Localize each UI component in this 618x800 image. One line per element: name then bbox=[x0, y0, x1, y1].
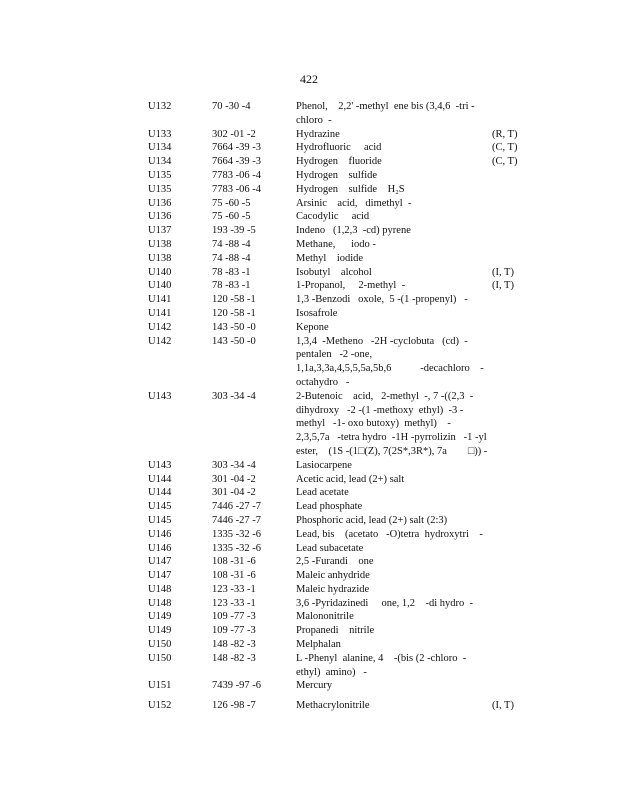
chemical-name-line: 2,3,5,7a -tetra hydro -1H -pyrrolizin -1 -yl bbox=[296, 432, 487, 444]
waste-entry-row bbox=[0, 321, 618, 335]
waste-code: U147 bbox=[148, 570, 172, 582]
chemical-name bbox=[296, 252, 484, 266]
waste-code: U148 bbox=[148, 583, 172, 595]
waste-code: U150 bbox=[148, 639, 172, 651]
waste-code: U151 bbox=[148, 680, 172, 692]
cas-number: 1335 -32 -6 bbox=[212, 542, 261, 554]
waste-entry-row bbox=[0, 335, 618, 390]
waste-entry-row bbox=[0, 610, 618, 624]
waste-entry-row bbox=[0, 169, 618, 183]
cas-number: 301 -04 -2 bbox=[212, 473, 256, 485]
cas-number: 302 -01 -2 bbox=[212, 128, 256, 140]
chemical-name bbox=[296, 390, 488, 459]
chemical-name-line: ethyl) amino) - bbox=[296, 666, 367, 678]
waste-entry-row bbox=[0, 224, 618, 238]
chemical-name-line: chloro - bbox=[296, 114, 332, 126]
waste-code: U149 bbox=[148, 611, 172, 623]
chemical-name bbox=[296, 100, 484, 128]
chemical-name-line: Isobutyl alcohol bbox=[296, 266, 372, 278]
cas-number: 120 -58 -1 bbox=[212, 307, 256, 319]
waste-entry-row bbox=[0, 679, 618, 693]
cas-number: 70 -30 -4 bbox=[212, 101, 251, 112]
waste-entry-row bbox=[0, 459, 618, 473]
waste-code: U137 bbox=[148, 225, 172, 237]
cas-number: 75 -60 -5 bbox=[212, 197, 251, 209]
chemical-name bbox=[296, 542, 484, 556]
waste-entry-row bbox=[0, 279, 618, 293]
waste-entry-row bbox=[0, 266, 618, 280]
chemical-name bbox=[296, 169, 484, 183]
hazard-code: (I, T) bbox=[492, 280, 514, 292]
chemical-name bbox=[296, 238, 484, 252]
chemical-name-line: L -Phenyl alanine, 4 -(bis (2 -chloro - bbox=[296, 652, 467, 664]
waste-entry-row bbox=[0, 500, 618, 514]
waste-entry-row bbox=[0, 155, 618, 169]
chemical-name-line: Hydrogen sulfide bbox=[296, 169, 378, 181]
chemical-name bbox=[296, 679, 484, 693]
chemical-name bbox=[296, 293, 484, 307]
cas-number: 7446 -27 -7 bbox=[212, 501, 261, 513]
waste-entry-row bbox=[0, 128, 618, 142]
chemical-name-line: 1-Propanol, 2-methyl - bbox=[296, 280, 406, 292]
chemical-name-line: 1,3 -Benzodi oxole, 5 -(1 -propenyl) - bbox=[296, 294, 468, 306]
waste-entry-row bbox=[0, 555, 618, 569]
waste-code: U152 bbox=[148, 700, 172, 712]
page-number: 422 bbox=[300, 72, 318, 86]
chemical-name-line: Hydrogen fluoride bbox=[296, 156, 382, 168]
chemical-name bbox=[296, 307, 484, 321]
chemical-name-line: pentalen -2 -one, bbox=[296, 349, 373, 361]
chemical-name-line: Indeno (1,2,3 -cd) pyrene bbox=[296, 225, 411, 237]
waste-entry-row bbox=[0, 699, 618, 713]
waste-code: U146 bbox=[148, 542, 172, 554]
waste-code: U145 bbox=[148, 501, 172, 513]
chemical-name-line: 2,5 -Furandi one bbox=[296, 556, 374, 568]
chemical-name-line: octahydro - bbox=[296, 376, 350, 388]
waste-code: U140 bbox=[148, 280, 172, 292]
chemical-name-line: Methyl iodide bbox=[296, 252, 364, 264]
chemical-name bbox=[296, 155, 484, 169]
cas-number: 74 -88 -4 bbox=[212, 238, 251, 250]
waste-code: U145 bbox=[148, 514, 172, 526]
chemical-name-line: Methane, iodo - bbox=[296, 238, 376, 250]
cas-number: 1335 -32 -6 bbox=[212, 528, 261, 540]
chemical-name-line: Maleic hydrazide bbox=[296, 583, 370, 595]
chemical-name-line: Lead acetate bbox=[296, 487, 349, 499]
chemical-name-line: Phosphoric acid, lead (2+) salt (2:3) bbox=[296, 514, 448, 526]
waste-entry-row bbox=[0, 100, 618, 128]
chemical-name-line: 1,1a,3,3a,4,5,5,5a,5b,6 -decachloro - bbox=[296, 363, 484, 375]
chemical-name bbox=[296, 224, 484, 238]
waste-code: U144 bbox=[148, 473, 172, 485]
cas-number: 109 -77 -3 bbox=[212, 611, 256, 623]
chemical-name-line: Lead subacetate bbox=[296, 542, 364, 554]
cas-number: 75 -60 -5 bbox=[212, 211, 251, 223]
chemical-name bbox=[296, 555, 484, 569]
chemical-name-line: Lead phosphate bbox=[296, 501, 363, 513]
waste-entry-row bbox=[0, 141, 618, 155]
cas-number: 301 -04 -2 bbox=[212, 487, 256, 499]
waste-code: U144 bbox=[148, 487, 172, 499]
chemical-name-line: Lasiocarpene bbox=[296, 459, 352, 471]
chemical-name bbox=[296, 528, 484, 542]
chemical-name bbox=[296, 583, 484, 597]
chemical-name bbox=[296, 500, 484, 514]
chemical-name-line: Isosafrole bbox=[296, 307, 338, 319]
cas-number: 7446 -27 -7 bbox=[212, 514, 261, 526]
cas-number: 108 -31 -6 bbox=[212, 556, 256, 568]
chemical-name-line: Hydrogen sulfide H₂S bbox=[296, 183, 405, 195]
cas-number: 78 -83 -1 bbox=[212, 266, 251, 278]
cas-number: 303 -34 -4 bbox=[212, 390, 256, 402]
waste-code: U141 bbox=[148, 307, 172, 319]
waste-entry-row bbox=[0, 486, 618, 500]
chemical-name-line: 1,3,4 -Metheno -2H -cyclobuta (cd) - bbox=[296, 335, 468, 347]
chemical-name bbox=[296, 652, 484, 680]
hazard-code: (I, T) bbox=[492, 266, 514, 278]
chemical-name-line: methyl -1- oxo butoxy) methyl) - bbox=[296, 418, 451, 430]
waste-code: U140 bbox=[148, 266, 172, 278]
cas-number: 7783 -06 -4 bbox=[212, 169, 261, 181]
chemical-name-line: Arsinic acid, dimethyl - bbox=[296, 197, 412, 209]
waste-code: U142 bbox=[148, 335, 172, 347]
chemical-name bbox=[296, 514, 484, 528]
cas-number: 7783 -06 -4 bbox=[212, 183, 261, 195]
chemical-name-line: Mercury bbox=[296, 680, 333, 692]
waste-code: U138 bbox=[148, 252, 172, 264]
waste-entry-row bbox=[0, 652, 618, 680]
chemical-name bbox=[296, 624, 484, 638]
hazard-code: (C, T) bbox=[492, 142, 518, 154]
chemical-name-line: Hydrazine bbox=[296, 128, 340, 140]
waste-code: U142 bbox=[148, 321, 172, 333]
cas-number: 7664 -39 -3 bbox=[212, 142, 261, 154]
waste-entry-row bbox=[0, 307, 618, 321]
cas-number: 74 -88 -4 bbox=[212, 252, 251, 264]
cas-number: 193 -39 -5 bbox=[212, 225, 256, 237]
waste-code: U136 bbox=[148, 197, 172, 209]
chemical-name-line: Cacodylic acid bbox=[296, 211, 370, 223]
chemical-name bbox=[296, 335, 484, 390]
chemical-name-line: dihydroxy -2 -(1 -methoxy ethyl) -3 - bbox=[296, 404, 464, 416]
cas-number: 123 -33 -1 bbox=[212, 583, 256, 595]
chemical-name bbox=[296, 569, 484, 583]
waste-code: U143 bbox=[148, 390, 172, 402]
cas-number: 148 -82 -3 bbox=[212, 652, 256, 664]
cas-number: 109 -77 -3 bbox=[212, 625, 256, 637]
chemical-name bbox=[296, 183, 484, 197]
cas-number: 120 -58 -1 bbox=[212, 294, 256, 306]
waste-entry-row bbox=[0, 252, 618, 266]
chemical-name bbox=[296, 141, 484, 155]
cas-number: 7439 -97 -6 bbox=[212, 680, 261, 692]
waste-entry-row bbox=[0, 583, 618, 597]
waste-code: U147 bbox=[148, 556, 172, 568]
chemical-name bbox=[296, 597, 484, 611]
waste-code: U141 bbox=[148, 294, 172, 306]
chemical-name bbox=[296, 210, 484, 224]
chemical-name bbox=[296, 128, 484, 142]
cas-number: 143 -50 -0 bbox=[212, 321, 256, 333]
waste-entry-row bbox=[0, 638, 618, 652]
waste-code: U133 bbox=[148, 128, 172, 140]
chemical-name bbox=[296, 473, 484, 487]
waste-code: U148 bbox=[148, 597, 172, 609]
cas-number: 7664 -39 -3 bbox=[212, 156, 261, 168]
hazard-code: (R, T) bbox=[492, 128, 518, 140]
chemical-name-line: Propanedi nitrile bbox=[296, 625, 375, 637]
chemical-name bbox=[296, 321, 484, 335]
chemical-name-line: ester, (1S -(1□(Z), 7(2S*,3R*), 7a □)) - bbox=[296, 445, 488, 457]
waste-entry-row bbox=[0, 528, 618, 542]
waste-code-list bbox=[0, 100, 618, 713]
chemical-name bbox=[296, 486, 484, 500]
cas-number: 126 -98 -7 bbox=[212, 700, 256, 712]
waste-entry-row bbox=[0, 238, 618, 252]
waste-entry-row bbox=[0, 624, 618, 638]
chemical-name-line: Hydrofluoric acid bbox=[296, 142, 382, 154]
cas-number: 123 -33 -1 bbox=[212, 597, 256, 609]
waste-entry-row bbox=[0, 210, 618, 224]
chemical-name bbox=[296, 699, 484, 713]
waste-entry-row bbox=[0, 390, 618, 459]
chemical-name bbox=[296, 610, 484, 624]
chemical-name-line: Malononitrile bbox=[296, 611, 354, 623]
chemical-name-line: Acetic acid, lead (2+) salt bbox=[296, 473, 405, 485]
cas-number: 303 -34 -4 bbox=[212, 459, 256, 471]
cas-number: 148 -82 -3 bbox=[212, 639, 256, 651]
chemical-name-line: Maleic anhydride bbox=[296, 570, 370, 582]
chemical-name-line: 2-Butenoic acid, 2-methyl -, 7 -((2,3 - bbox=[296, 390, 474, 402]
chemical-name bbox=[296, 638, 484, 652]
chemical-name-line: Kepone bbox=[296, 321, 329, 333]
chemical-name-line: Melphalan bbox=[296, 639, 341, 651]
waste-code: U135 bbox=[148, 169, 172, 181]
chemical-name-line: Lead, bis (acetato -O)tetra hydroxytri - bbox=[296, 528, 483, 540]
waste-entry-row bbox=[0, 197, 618, 211]
waste-entry-row bbox=[0, 597, 618, 611]
waste-entry-row bbox=[0, 473, 618, 487]
waste-code: U134 bbox=[148, 156, 172, 168]
waste-code: U135 bbox=[148, 183, 172, 195]
waste-entry-row bbox=[0, 183, 618, 197]
waste-entry-row bbox=[0, 542, 618, 556]
chemical-name-line: Phenol, 2,2' -methyl ene bis (3,4,6 -tri - bbox=[296, 101, 475, 112]
cas-number: 143 -50 -0 bbox=[212, 335, 256, 347]
chemical-name bbox=[296, 459, 484, 473]
cas-number: 108 -31 -6 bbox=[212, 570, 256, 582]
waste-entry-row bbox=[0, 514, 618, 528]
chemical-name bbox=[296, 279, 484, 293]
hazard-code: (C, T) bbox=[492, 156, 518, 168]
waste-code: U146 bbox=[148, 528, 172, 540]
waste-entry-row bbox=[0, 569, 618, 583]
waste-code: U132 bbox=[148, 101, 172, 112]
waste-code: U150 bbox=[148, 652, 172, 664]
waste-code: U149 bbox=[148, 625, 172, 637]
hazard-code: (I, T) bbox=[492, 700, 514, 712]
chemical-name-line: 3,6 -Pyridazinedi one, 1,2 -di hydro - bbox=[296, 597, 474, 609]
cas-number: 78 -83 -1 bbox=[212, 280, 251, 292]
chemical-name bbox=[296, 266, 484, 280]
waste-entry-row bbox=[0, 293, 618, 307]
chemical-name-line: Methacrylonitrile bbox=[296, 700, 370, 712]
chemical-name bbox=[296, 197, 484, 211]
waste-code: U134 bbox=[148, 142, 172, 154]
waste-code: U143 bbox=[148, 459, 172, 471]
waste-code: U138 bbox=[148, 238, 172, 250]
waste-code: U136 bbox=[148, 211, 172, 223]
